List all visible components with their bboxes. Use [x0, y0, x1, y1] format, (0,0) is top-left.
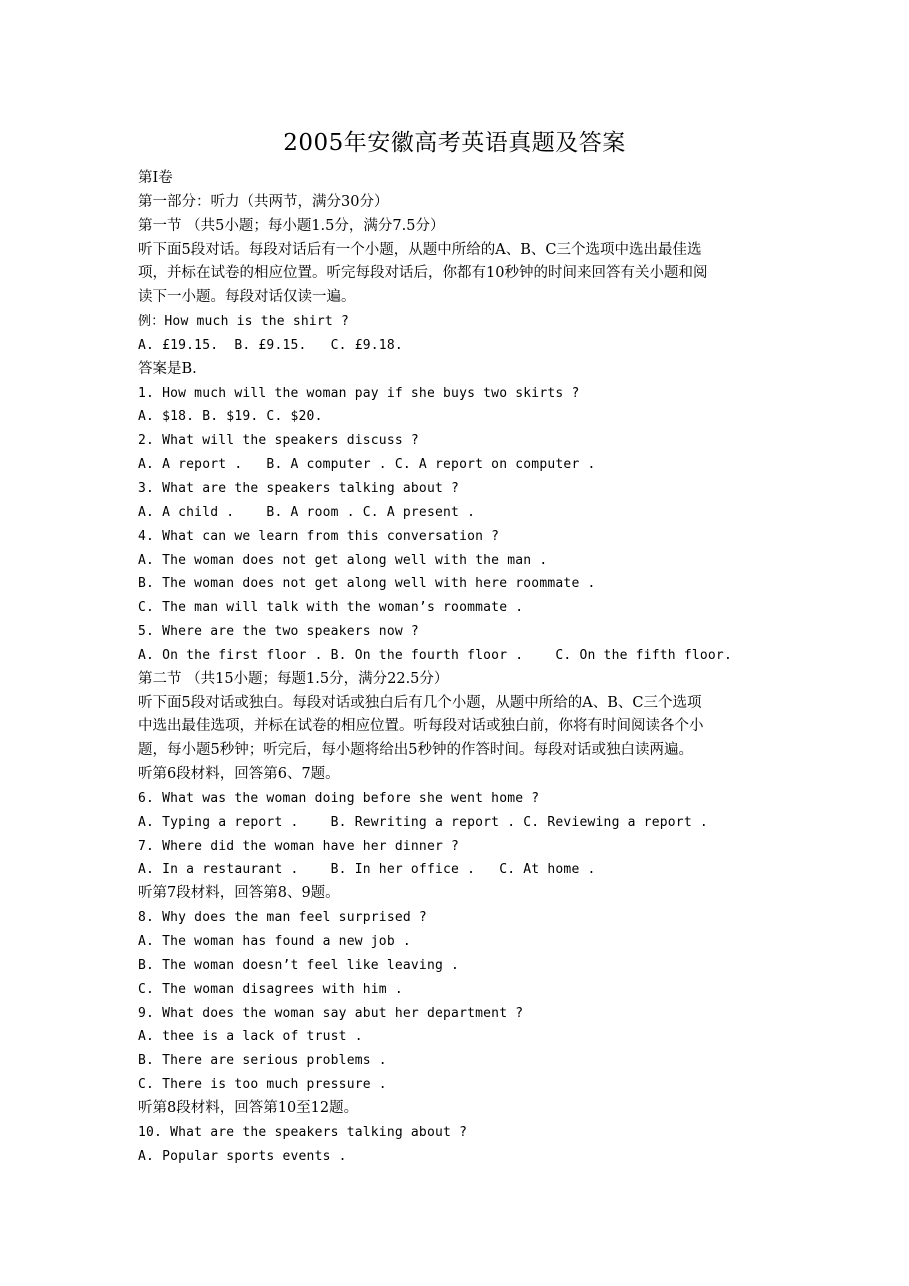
- text-line: C. There is too much pressure .: [138, 1077, 387, 1093]
- text-line: 5. Where are the two speakers now ?: [138, 624, 419, 640]
- text-line: 读下一小题。每段对话仅读一遍。: [138, 289, 356, 306]
- text-line: A. thee is a lack of trust .: [138, 1029, 363, 1045]
- text-line: 1. How much will the woman pay if she buys two skirts ?: [138, 385, 580, 401]
- text-line: 8. Why does the man feel surprised ?: [138, 910, 427, 926]
- text-line: A. In a restaurant . B. In her office . C. At home .: [138, 862, 596, 878]
- text-line: B. There are serious problems .: [138, 1053, 387, 1069]
- text-line: 9. What does the woman say abut her department ?: [138, 1005, 524, 1021]
- text-line: 2. What will the speakers discuss ?: [138, 433, 419, 449]
- text-line: A. Popular sports events .: [138, 1148, 347, 1164]
- text-line: A. $18. B. $19. C. $20.: [138, 409, 323, 425]
- text-line: 第一部分：听力（共两节，满分30分）: [138, 193, 389, 210]
- text-line: 听第6段材料，回答第6、7题。: [138, 766, 340, 783]
- text-line: 第一节 （共5小题；每小题1.5分，满分7.5分）: [138, 217, 445, 234]
- text-line: A. A child . B. A room . C. A present .: [138, 504, 476, 520]
- text-line: B. The woman does not get along well with here roommate .: [138, 576, 596, 592]
- text-line: 中选出最佳选项，并标在试卷的相应位置。听每段对话或独白前，你将有时间阅读各个小: [138, 718, 704, 735]
- text-line: 第二节 （共15小题；每题1.5分，满分22.5分）: [138, 670, 449, 687]
- text-line: 答案是B.: [138, 360, 197, 377]
- text-line: A. £19.15. B. £9.15. C. £9.18.: [138, 337, 403, 353]
- text-line: 听下面5段对话。每段对话后有一个小题，从题中所给的A、B、C三个选项中选出最佳选: [138, 241, 702, 258]
- text-line: B. The woman doesn’t feel like leaving .: [138, 957, 460, 973]
- text-line: 4. What can we learn from this conversation ?: [138, 528, 500, 544]
- text-line: A. A report . B. A computer . C. A report on computer .: [138, 457, 596, 473]
- text-line: 例：How much is the shirt ?: [138, 314, 350, 330]
- text-line: A. On the first floor . B. On the fourth floor . C. On the fifth floor.: [138, 647, 732, 663]
- text-line: C. The woman disagrees with him .: [138, 981, 403, 997]
- text-line: 第Ⅰ卷: [138, 170, 173, 186]
- text-line: A. The woman has found a new job .: [138, 934, 411, 949]
- text-line: 听下面5段对话或独白。每段对话或独白后有几个小题，从题中所给的A、B、C三个选项: [138, 694, 702, 711]
- text-line: 项，并标在试卷的相应位置。听完每段对话后，你都有10秒钟的时间来回答有关小题和阅: [138, 265, 708, 282]
- text-line: 3. What are the speakers talking about ?: [138, 480, 460, 496]
- document-body: [138, 167, 778, 1168]
- document-title: 2005年安徽高考英语真题及答案: [283, 130, 626, 156]
- text-line: C. The man will talk with the woman’s roommate .: [138, 600, 524, 616]
- text-line: 听第8段材料，回答第10至12题。: [138, 1099, 359, 1116]
- text-line: A. Typing a report . B. Rewriting a report . C. Reviewing a report .: [138, 814, 708, 830]
- text-line: 题，每小题5秒钟；听完后，每小题将给出5秒钟的作答时间。每段对话或独白读两遍。: [138, 742, 693, 759]
- text-line: A. The woman does not get along well with the man .: [138, 552, 548, 568]
- text-line: 6. What was the woman doing before she went home ?: [138, 790, 540, 806]
- text-line: 7. Where did the woman have her dinner ?: [138, 838, 460, 854]
- text-line: 10. What are the speakers talking about ?: [138, 1124, 468, 1140]
- text-line: 听第7段材料，回答第8、9题。: [138, 885, 340, 902]
